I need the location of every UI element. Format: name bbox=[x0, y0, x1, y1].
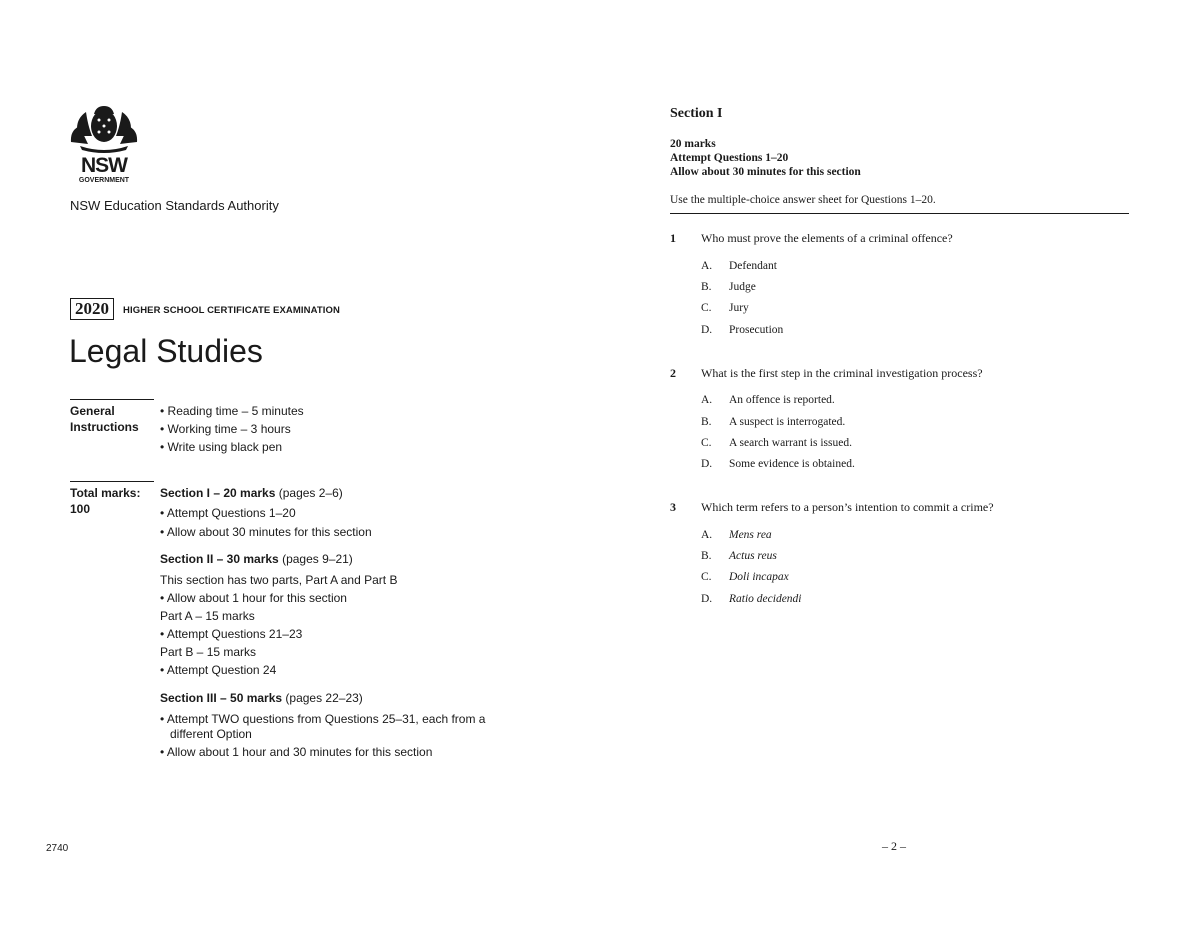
total-marks-label: Total marks: 100 bbox=[70, 486, 141, 516]
section-3-item: • Allow about 1 hour and 30 minutes for this section bbox=[160, 744, 432, 760]
subject-title: Legal Studies bbox=[69, 333, 263, 369]
svg-text:GOVERNMENT: GOVERNMENT bbox=[78, 177, 130, 184]
section-2-part-b: Part B – 15 marks bbox=[160, 645, 257, 659]
option-text: A suspect is interrogated. bbox=[729, 416, 846, 428]
section-2-line: This section has two parts, Part A and Part B bbox=[160, 573, 398, 587]
general-instructions-label: General Instructions bbox=[70, 404, 139, 434]
section-2-item: • Attempt Questions 21–23 bbox=[160, 626, 302, 642]
option-letter: A. bbox=[701, 260, 713, 272]
option-letter: D. bbox=[701, 458, 713, 470]
option-text: Ratio decidendi bbox=[729, 593, 802, 605]
page-number: – 2 – bbox=[882, 839, 906, 853]
section-3-item-continued: different Option bbox=[170, 727, 252, 741]
organisation-name: NSW Education Standards Authority bbox=[70, 198, 279, 213]
option-letter: A. bbox=[701, 394, 713, 406]
option-letter: B. bbox=[701, 416, 712, 428]
section-1-heading: Section I – 20 marks (pages 2–6) bbox=[160, 486, 343, 500]
option-letter: A. bbox=[701, 529, 713, 541]
instruction-item: • Write using black pen bbox=[160, 439, 282, 455]
option-text: Actus reus bbox=[729, 550, 777, 562]
option-text: An offence is reported. bbox=[729, 394, 835, 406]
option-letter: C. bbox=[701, 302, 712, 314]
option-letter: B. bbox=[701, 281, 712, 293]
question-text: Who must prove the elements of a criminal offence? bbox=[701, 231, 953, 245]
section-time: Allow about 30 minutes for this section bbox=[670, 166, 861, 178]
svg-text:NSW: NSW bbox=[81, 154, 127, 177]
option-text: Doli incapax bbox=[729, 571, 789, 583]
option-text: Jury bbox=[729, 302, 749, 314]
section-2-heading: Section II – 30 marks (pages 9–21) bbox=[160, 552, 353, 566]
exam-name: HIGHER SCHOOL CERTIFICATE EXAMINATION bbox=[123, 305, 340, 316]
option-text: Mens rea bbox=[729, 529, 772, 541]
section-attempt: Attempt Questions 1–20 bbox=[670, 152, 789, 164]
section-1-item: • Allow about 30 minutes for this section bbox=[160, 524, 372, 540]
option-letter: C. bbox=[701, 571, 712, 583]
instruction-item: • Reading time – 5 minutes bbox=[160, 403, 304, 419]
general-instructions-rule bbox=[70, 399, 154, 400]
option-text: Defendant bbox=[729, 260, 777, 272]
nsw-government-logo bbox=[68, 106, 140, 184]
section-2-item: • Allow about 1 hour for this section bbox=[160, 590, 347, 606]
option-letter: C. bbox=[701, 437, 712, 449]
section-marks: 20 marks bbox=[670, 138, 716, 150]
question-text: Which term refers to a person’s intention to commit a crime? bbox=[701, 500, 994, 514]
section-divider bbox=[670, 213, 1129, 214]
section-instruction: Use the multiple-choice answer sheet for Questions 1–20. bbox=[670, 194, 936, 206]
question-text: What is the first step in the criminal investigation process? bbox=[701, 366, 983, 380]
option-letter: B. bbox=[701, 550, 712, 562]
question-number: 1 bbox=[670, 231, 676, 245]
section-2-item: • Attempt Question 24 bbox=[160, 662, 276, 678]
question-number: 2 bbox=[670, 366, 676, 380]
section-3-heading: Section III – 50 marks (pages 22–23) bbox=[160, 691, 363, 705]
instruction-item: • Working time – 3 hours bbox=[160, 421, 291, 437]
exam-year-box: 2020 bbox=[70, 298, 114, 320]
option-text: Judge bbox=[729, 281, 756, 293]
option-letter: D. bbox=[701, 324, 713, 336]
total-marks-rule bbox=[70, 481, 154, 482]
section-2-part-a: Part A – 15 marks bbox=[160, 609, 255, 623]
section-1-item: • Attempt Questions 1–20 bbox=[160, 505, 296, 521]
section-3-item: • Attempt TWO questions from Questions 25–31, each from a bbox=[160, 711, 485, 727]
option-text: A search warrant is issued. bbox=[729, 437, 852, 449]
page-code: 2740 bbox=[46, 843, 69, 854]
option-letter: D. bbox=[701, 593, 713, 605]
section-title: Section I bbox=[670, 106, 723, 121]
option-text: Prosecution bbox=[729, 324, 784, 336]
question-number: 3 bbox=[670, 500, 676, 514]
option-text: Some evidence is obtained. bbox=[729, 458, 855, 470]
